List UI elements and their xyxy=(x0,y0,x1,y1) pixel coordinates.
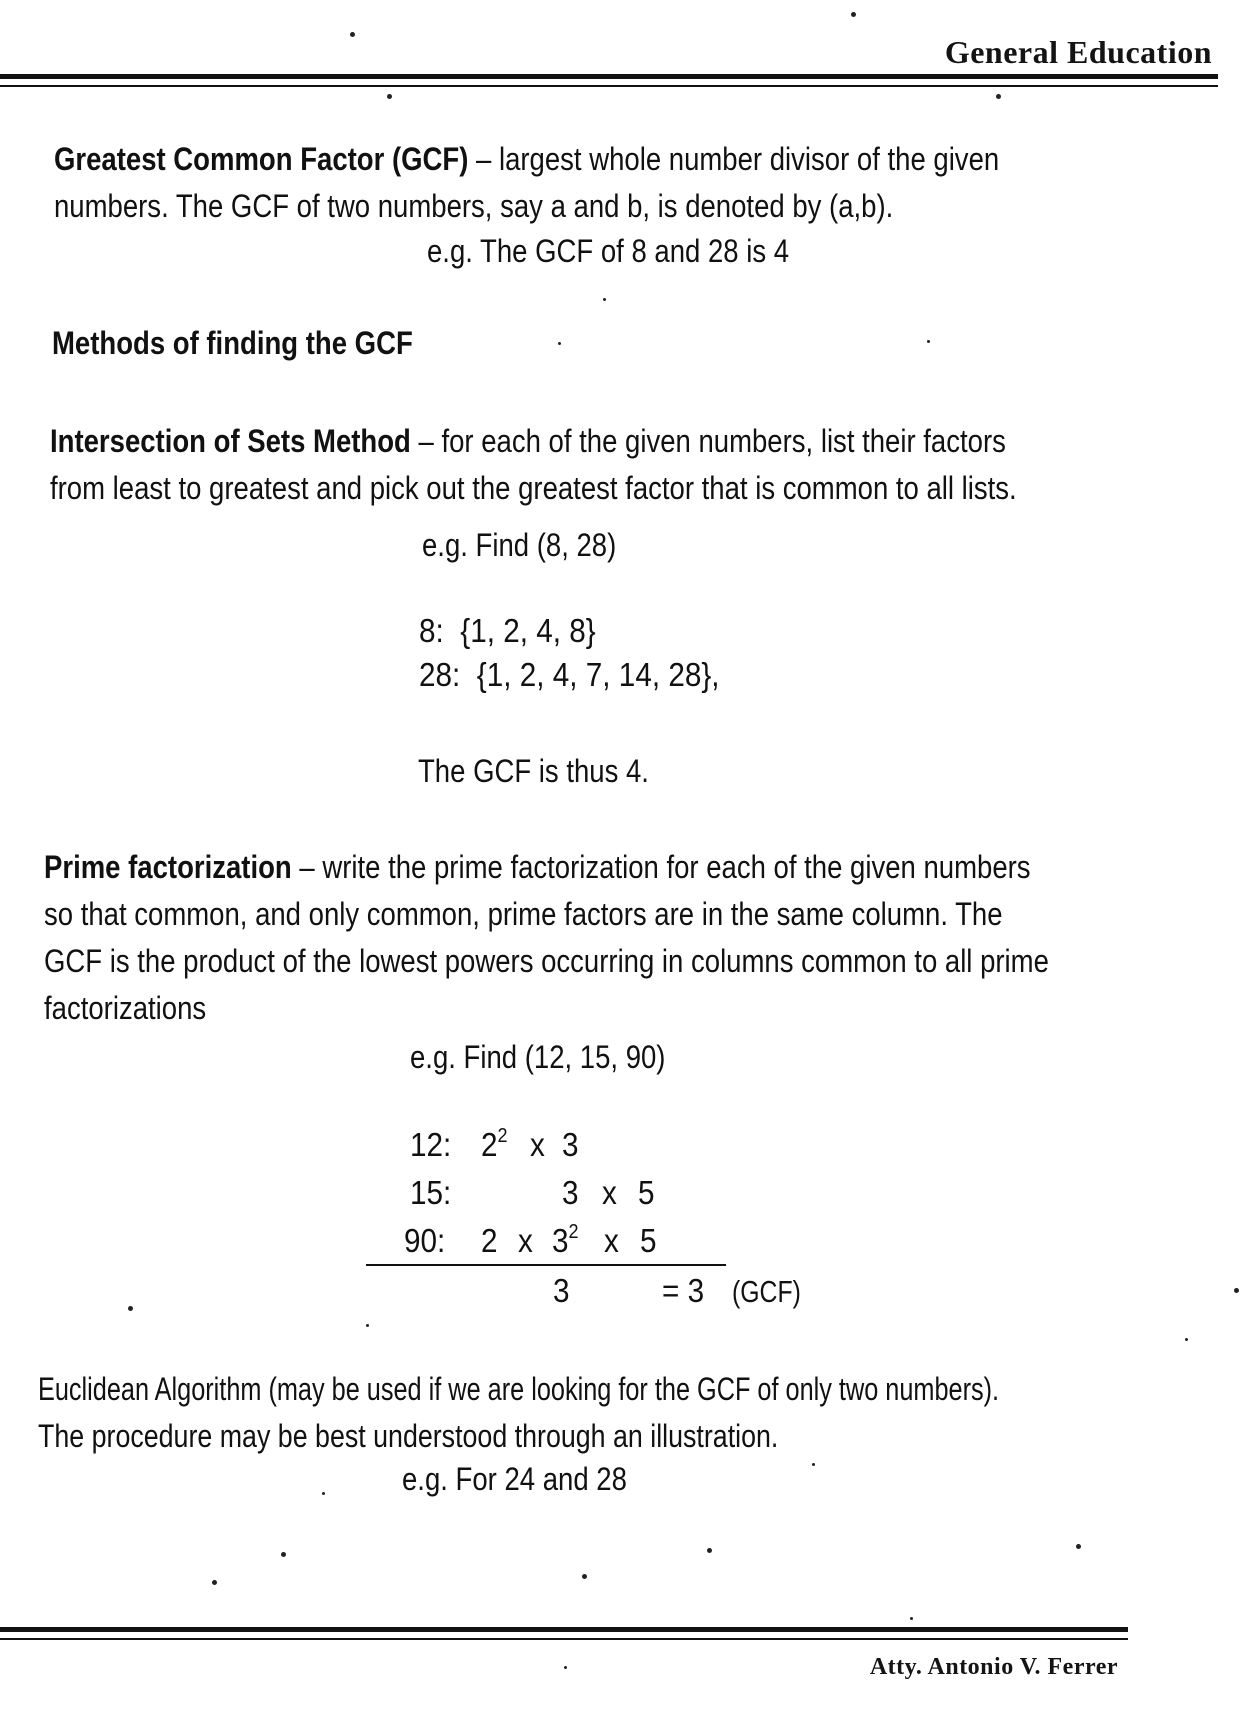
result-column-value: 3 xyxy=(553,1272,570,1309)
header-rule-thick xyxy=(0,74,1218,79)
times-sign: x xyxy=(602,1174,617,1211)
prime-line-3: GCF is the product of the lowest powers occurring in columns common to all prime xyxy=(44,943,1049,979)
result-tag: (GCF) xyxy=(732,1274,801,1309)
footer-author: Atty. Antonio V. Ferrer xyxy=(869,1654,1118,1680)
scan-speck xyxy=(910,1617,913,1620)
footer-rule-thin xyxy=(0,1638,1128,1640)
scan-speck xyxy=(322,1492,325,1495)
factorization-row xyxy=(410,1126,451,1164)
gcf-definition-line-1 xyxy=(54,136,999,183)
exponent: 2 xyxy=(568,1221,579,1243)
euclidean-algorithm xyxy=(38,1366,999,1460)
scan-speck xyxy=(128,1306,133,1311)
methods-heading: Methods of finding the GCF xyxy=(52,325,413,361)
factor: 5 xyxy=(640,1222,657,1259)
scan-speck xyxy=(387,94,392,99)
euclid-line-2: The procedure may be best understood through an illustration. xyxy=(38,1418,779,1454)
intersection-line-2: from least to greatest and pick out the greatest factor that is common to all lists. xyxy=(50,470,1017,506)
scan-speck xyxy=(212,1580,217,1585)
euclid-line-1: Euclidean Algorithm (may be used if we are looking for the GCF of only two numbers). xyxy=(38,1371,1000,1407)
gcf-definition-rest: largest whole number divisor of the given xyxy=(498,141,1000,177)
scan-speck xyxy=(558,342,561,345)
scan-speck xyxy=(366,1324,369,1327)
factor-set: {1, 2, 4, 7, 14, 28}, xyxy=(476,656,720,693)
intersection-term: Intersection of Sets Method xyxy=(50,423,411,459)
factor-set: {1, 2, 4, 8} xyxy=(460,612,596,649)
intersection-rest: – for each of the given numbers, list their factors xyxy=(410,423,1006,459)
intersection-method xyxy=(50,418,1017,512)
intersection-conclusion: The GCF is thus 4. xyxy=(418,753,649,789)
scan-speck xyxy=(603,298,606,301)
scan-speck xyxy=(707,1548,712,1553)
scan-speck xyxy=(350,32,355,37)
scan-speck xyxy=(1185,1338,1188,1341)
times-sign: x xyxy=(604,1222,619,1259)
row-label: 90: xyxy=(404,1222,446,1259)
result-equals: = 3 xyxy=(662,1272,705,1309)
footer-rule-thick xyxy=(0,1627,1128,1632)
page-header-title: General Education xyxy=(944,34,1212,70)
times-sign: x xyxy=(518,1222,533,1259)
prime-line-1 xyxy=(44,844,1049,891)
factor: 3 xyxy=(562,1126,579,1163)
intersection-row-2 xyxy=(419,656,720,694)
exponent: 2 xyxy=(497,1125,508,1147)
scan-speck xyxy=(1234,1288,1239,1293)
scan-speck xyxy=(812,1463,815,1466)
scan-speck xyxy=(582,1574,587,1579)
gcf-definition-line-2: numbers. The GCF of two numbers, say a and b, is denoted by (a,b). xyxy=(54,188,894,224)
factorization-row xyxy=(404,1222,445,1260)
header-rule-thin xyxy=(0,85,1218,87)
row-label: 8: xyxy=(419,612,444,649)
factor-power: $3^2$ xyxy=(552,1221,579,1259)
scan-speck xyxy=(851,12,856,17)
times-sign: x xyxy=(530,1126,545,1163)
scan-speck xyxy=(564,1666,567,1669)
euclid-example: e.g. For 24 and 28 xyxy=(402,1461,627,1497)
factor: 2 xyxy=(481,1222,498,1259)
row-label: 28: xyxy=(419,656,461,693)
prime-line-2: so that common, and only common, prime factors are in the same column. The xyxy=(44,896,1003,932)
gcf-term: Greatest Common Factor (GCF) xyxy=(54,141,469,177)
gcf-dash: – xyxy=(468,141,499,177)
factor-power: $2^2$ xyxy=(481,1125,508,1163)
scan-speck xyxy=(1076,1544,1081,1549)
prime-example: e.g. Find (12, 15, 90) xyxy=(410,1039,666,1075)
factor: 3 xyxy=(562,1174,579,1211)
prime-rest: – write the prime factorization for each of the given numbers xyxy=(291,849,1031,885)
factor: 5 xyxy=(638,1174,655,1211)
scan-speck xyxy=(996,94,1001,99)
prime-term: Prime factorization xyxy=(44,849,292,885)
gcf-definition xyxy=(54,136,999,230)
prime-factorization-method xyxy=(44,844,1049,1032)
intersection-example: e.g. Find (8, 28) xyxy=(422,527,617,563)
row-label: 15: xyxy=(410,1174,452,1211)
row-label: 12: xyxy=(410,1126,452,1163)
intersection-line-1 xyxy=(50,418,1017,465)
factorization-row xyxy=(410,1174,451,1212)
scan-speck xyxy=(281,1552,286,1557)
prime-line-4: factorizations xyxy=(44,990,207,1026)
intersection-row-1 xyxy=(419,612,596,650)
scan-speck xyxy=(927,340,930,343)
gcf-example: e.g. The GCF of 8 and 28 is 4 xyxy=(427,233,790,269)
sum-line xyxy=(366,1264,726,1266)
